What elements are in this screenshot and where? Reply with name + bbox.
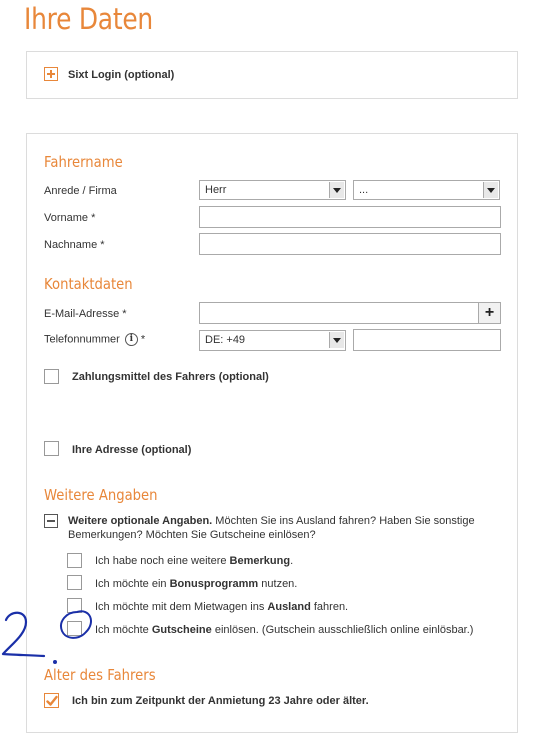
remark-checkbox[interactable] (67, 553, 82, 568)
phone-label: Telefonnummer (44, 333, 120, 346)
further-intro-text: Möchten Sie ins Ausland fahren? Haben Sie sonstige Bemerkungen? Möchten Sie Gutscheine einlösen? (68, 515, 475, 541)
section-title-further: Weitere Angaben (44, 486, 158, 504)
salutation-label: Anrede / Firma (44, 185, 117, 197)
section-title-contact: Kontaktdaten (44, 275, 133, 293)
abroad-checkbox[interactable] (67, 598, 82, 613)
info-icon[interactable]: i (125, 333, 138, 346)
firstname-input[interactable] (199, 206, 501, 228)
address-checkbox[interactable] (44, 441, 59, 456)
salutation-select[interactable] (199, 180, 346, 200)
title-select[interactable] (353, 180, 500, 200)
firstname-label: Vorname * (44, 212, 96, 224)
chevron-down-icon[interactable] (329, 182, 344, 198)
driver-form-panel (26, 133, 518, 733)
lastname-input[interactable] (199, 233, 501, 255)
sixt-login-panel[interactable] (26, 51, 518, 99)
further-intro (68, 514, 498, 542)
phone-label-group (44, 333, 145, 346)
title-value: ... (359, 184, 369, 196)
bonus-program-label[interactable]: Ich möchte ein Bonusprogramm nutzen. (95, 578, 298, 590)
age-confirm-label[interactable]: Ich bin zum Zeitpunkt der Anmietung 23 Jahre oder älter. (72, 695, 369, 707)
phone-number-input[interactable] (353, 329, 501, 351)
salutation-value: Herr (205, 184, 227, 196)
further-intro-bold: Weitere optionale Angaben. (68, 515, 213, 527)
section-title-age: Alter des Fahrers (44, 666, 156, 684)
voucher-label[interactable]: Ich möchte Gutscheine einlösen. (Gutschein ausschließlich online einlösbar.) (95, 624, 474, 636)
remark-label[interactable]: Ich habe noch eine weitere Bemerkung. (95, 555, 294, 567)
abroad-label[interactable]: Ich möchte mit dem Mietwagen ins Ausland fahren. (95, 601, 349, 613)
bonus-program-checkbox[interactable] (67, 575, 82, 590)
sixt-login-label[interactable]: Sixt Login (optional) (68, 69, 175, 81)
add-email-plus-icon[interactable]: + (478, 303, 500, 323)
age-confirm-checkbox[interactable] (44, 693, 59, 708)
voucher-checkbox[interactable] (67, 621, 82, 636)
lastname-label: Nachname * (44, 239, 105, 251)
checkmark-icon (46, 695, 58, 707)
section-title-driver-name: Fahrername (44, 153, 123, 171)
address-label[interactable]: Ihre Adresse (optional) (72, 444, 192, 456)
chevron-down-icon[interactable] (329, 332, 344, 348)
chevron-down-icon[interactable] (483, 182, 498, 198)
country-code-select[interactable] (199, 330, 346, 351)
page-title: Ihre Daten (24, 2, 153, 36)
country-code-value: DE: +49 (205, 334, 246, 346)
collapse-minus-icon[interactable] (44, 514, 58, 528)
email-input[interactable] (199, 302, 501, 324)
expand-plus-icon[interactable] (44, 67, 58, 81)
payment-label[interactable]: Zahlungsmittel des Fahrers (optional) (72, 371, 269, 383)
phone-required-mark: * (140, 333, 146, 346)
payment-checkbox[interactable] (44, 369, 59, 384)
email-label: E-Mail-Adresse * (44, 308, 127, 320)
